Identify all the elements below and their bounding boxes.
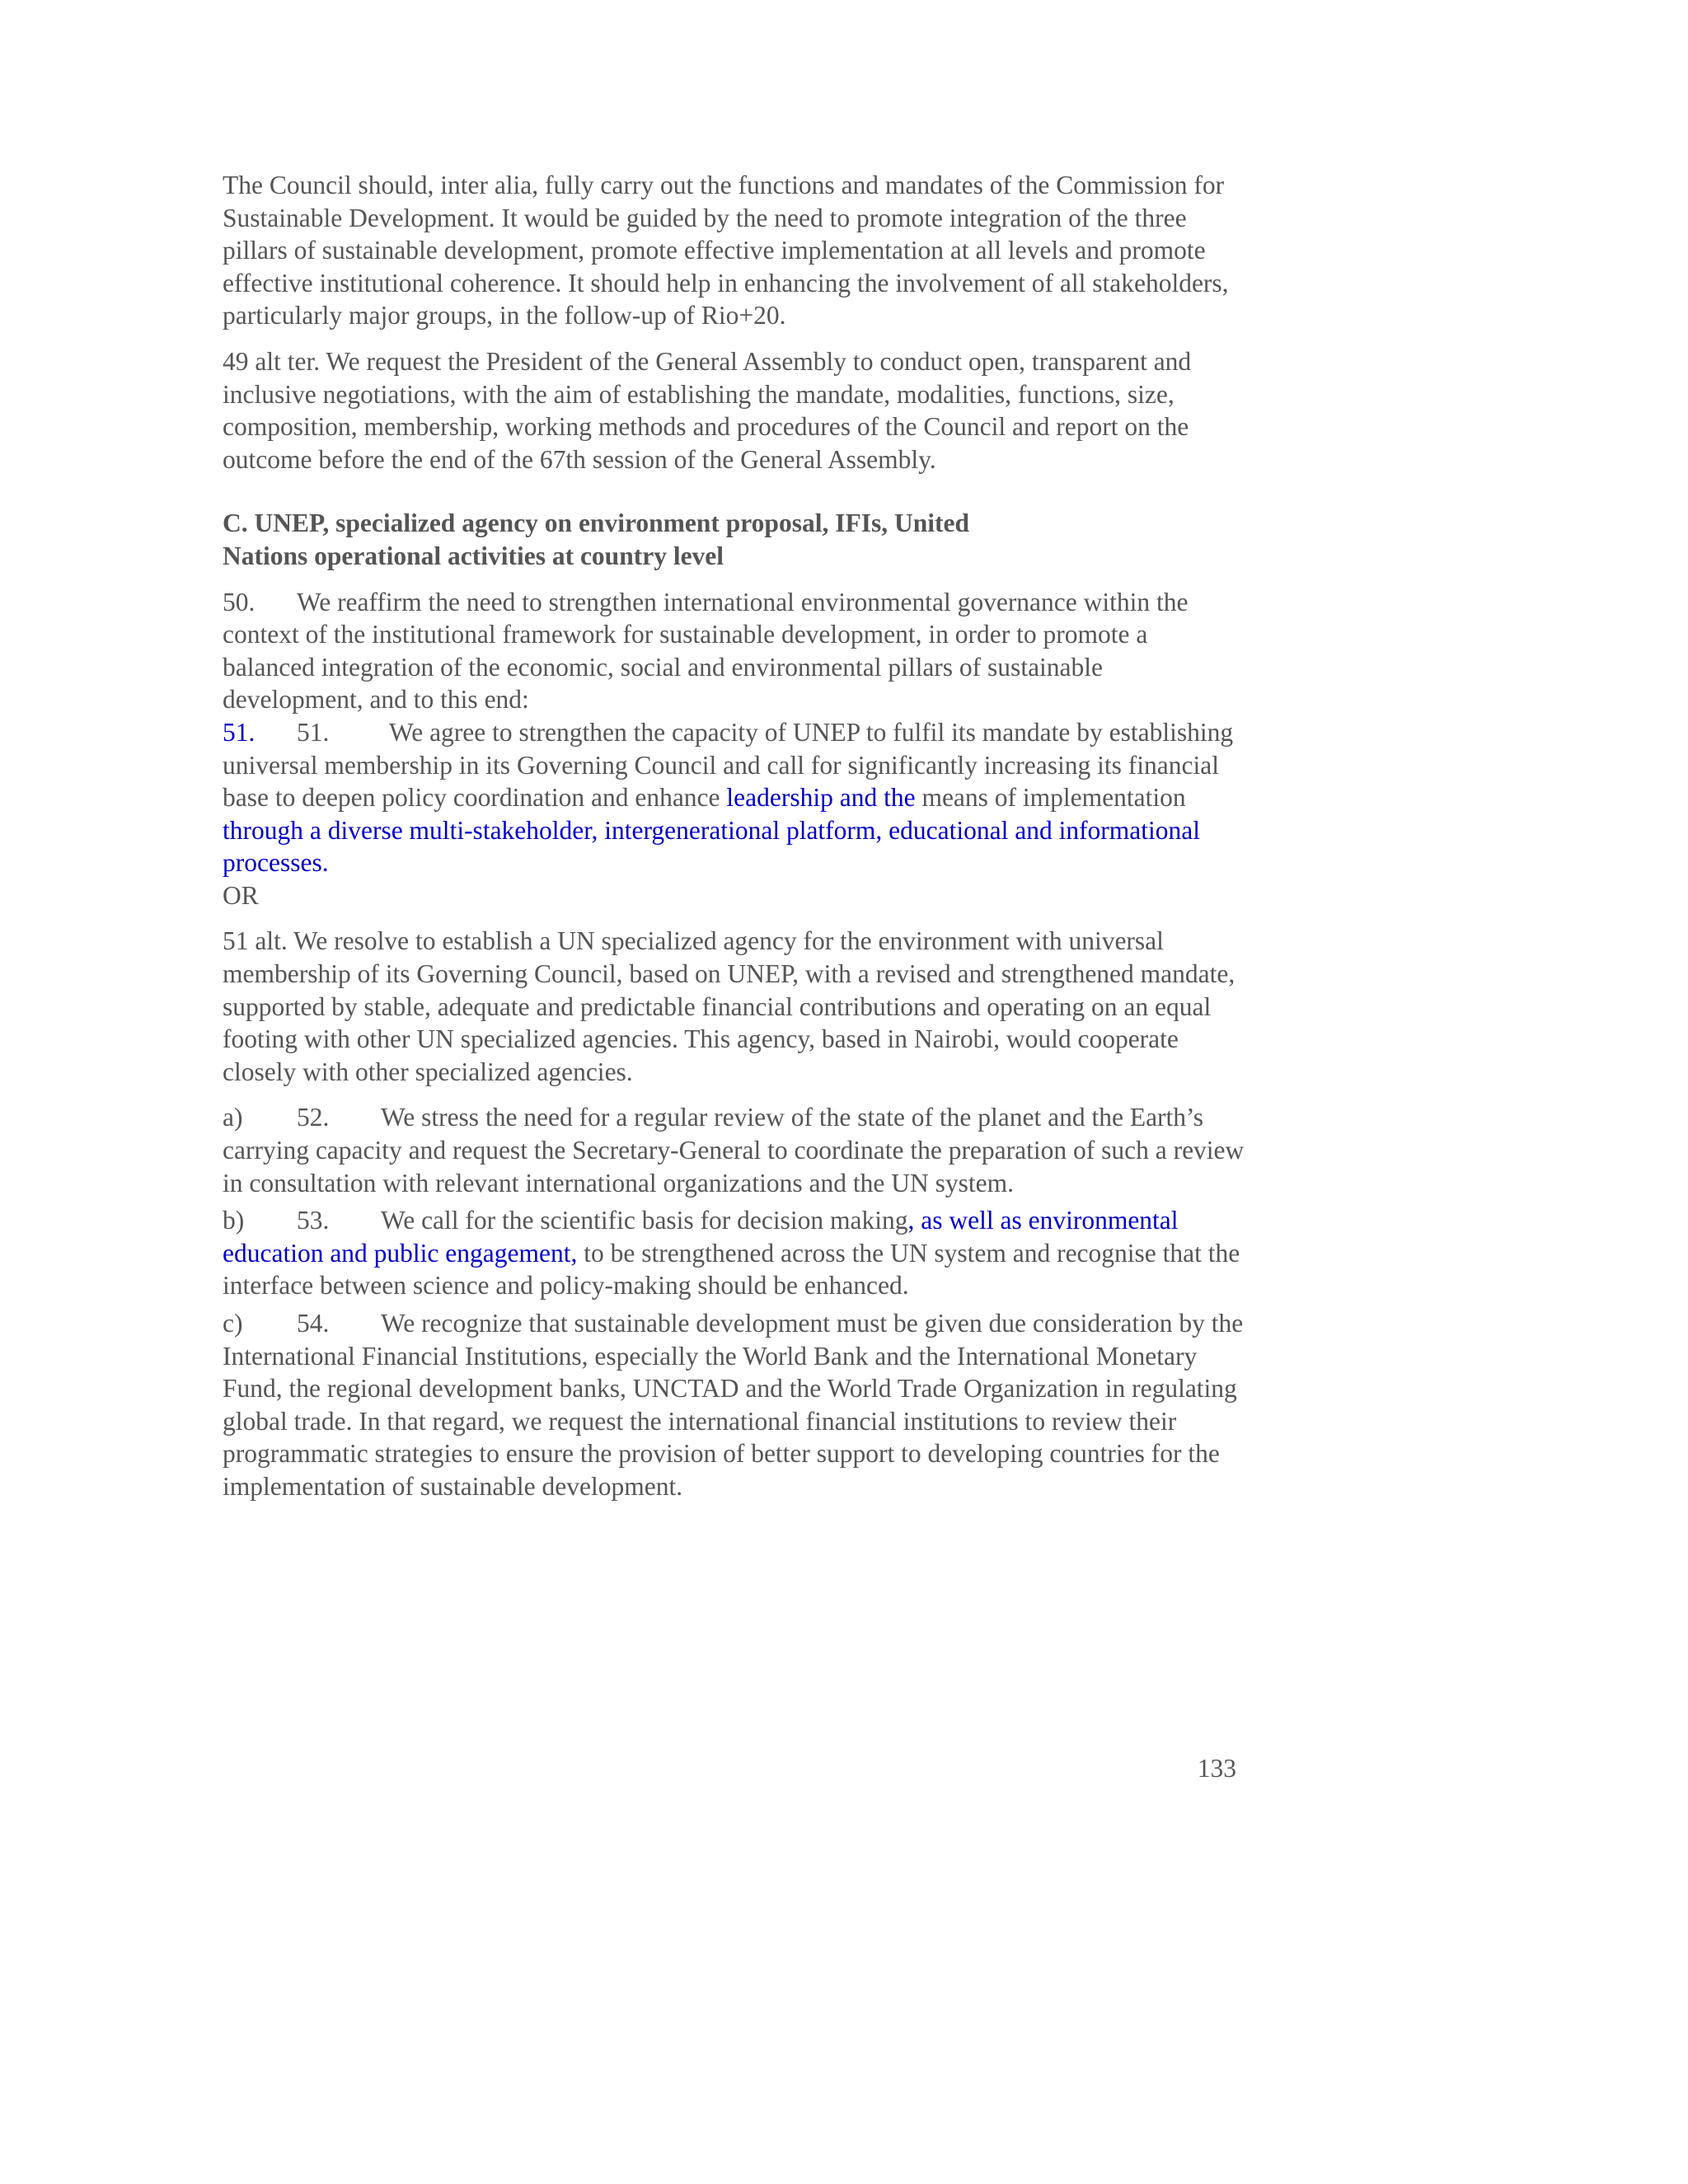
paragraph-51-inserted-number: 51. <box>223 717 256 747</box>
paragraph-51-text-1: We agree to strengthen the capacity of UNEP to fulfil its mandate by establishing universal membership in its Governing Council and call for significantly increasing its financial base to deepen policy coordination and enhance <box>223 717 1234 813</box>
paragraph-51-number: 51. <box>297 717 330 747</box>
paragraph-53-text-1: We call for the scientific basis for decision making <box>381 1206 908 1235</box>
paragraph-53-letter: b) <box>223 1206 245 1235</box>
paragraph-50 <box>223 586 1245 716</box>
paragraph-52 <box>223 1101 1245 1199</box>
paragraph-50-text: We reaffirm the need to strengthen international environmental governance within the context of the institutional framework for sustainable development, in order to promote a balanced integration of the economic, social and environmental pillars of sustainable development, and to this end: <box>223 587 1189 715</box>
paragraph-50-number: 50. <box>223 587 256 616</box>
paragraph-52-number: 52. <box>297 1103 330 1132</box>
paragraph-54 <box>223 1307 1245 1503</box>
paragraph-54-number: 54. <box>297 1309 330 1338</box>
or-separator: OR <box>223 880 259 910</box>
paragraph-51 <box>223 716 1245 879</box>
paragraph-53 <box>223 1204 1245 1302</box>
section-heading-line-1: C. UNEP, specialized agency on environment proposal, IFIs, United <box>223 509 969 538</box>
paragraph-53-insertion: , as well as environmental education and public engagement, <box>223 1206 1179 1268</box>
paragraph-54-letter: c) <box>223 1309 243 1338</box>
paragraph-52-text: We stress the need for a regular review of the state of the planet and the Earth’s carrying capacity and request the Secretary-General to coordinate the preparation of such a review in consultation with relevant international organizations and the UN system. <box>223 1103 1245 1197</box>
document-page <box>223 169 1245 1503</box>
paragraph-51-text-2: means of implementation <box>915 783 1186 813</box>
paragraph-54-text: We recognize that sustainable development must be given due consideration by the International Financial Institutions, especially the World Bank and the International Monetary Fund, the regional development banks, UNCTAD and the World Trade Organization in regulating global trade. In that regard, we request the international financial institutions to review their programmatic strategies to ensure the provision of better support to developing countries for the implementation of sustainable development. <box>223 1309 1244 1501</box>
section-heading-line-2: Nations operational activities at country level <box>223 541 724 570</box>
paragraph-51-insertion-1: leadership and the <box>726 783 916 813</box>
page-number: 133 <box>1197 1754 1236 1783</box>
paragraph-51-insertion-2: through a diverse multi-stakeholder, intergenerational platform, educational and informational processes. <box>223 815 1201 878</box>
paragraph-53-number: 53. <box>297 1206 330 1235</box>
paragraph-53-text-2: to be strengthened across the UN system and recognise that the interface between science and policy-making should be enhanced. <box>223 1238 1240 1301</box>
paragraph-52-letter: a) <box>223 1103 243 1132</box>
section-heading-c <box>223 507 1245 572</box>
paragraph-council: The Council should, inter alia, fully carry out the functions and mandates of the Commission for Sustainable Development. It would be guided by the need to promote integration of the three pillars of sustainable development, promote effective implementation at all levels and promote effective institutional coherence. It should help in enhancing the involvement of all stakeholders, particularly major groups, in the follow-up of Rio+20. <box>223 171 1229 330</box>
paragraph-51-alt: 51 alt. We resolve to establish a UN specialized agency for the environment with universal membership of its Governing Council, based on UNEP, with a revised and strengthened mandate, supported by stable, adequate and predictable financial contributions and operating on an equal footing with other UN specialized agencies. This agency, based in Nairobi, would cooperate closely with other specialized agencies. <box>223 926 1236 1086</box>
paragraph-49-alt-ter: 49 alt ter. We request the President of the General Assembly to conduct open, transparent and inclusive negotiations, with the aim of establishing the mandate, modalities, functions, size, composition, membership, working methods and procedures of the Council and report on the outcome before the end of the 67th session of the General Assembly. <box>223 346 1192 474</box>
